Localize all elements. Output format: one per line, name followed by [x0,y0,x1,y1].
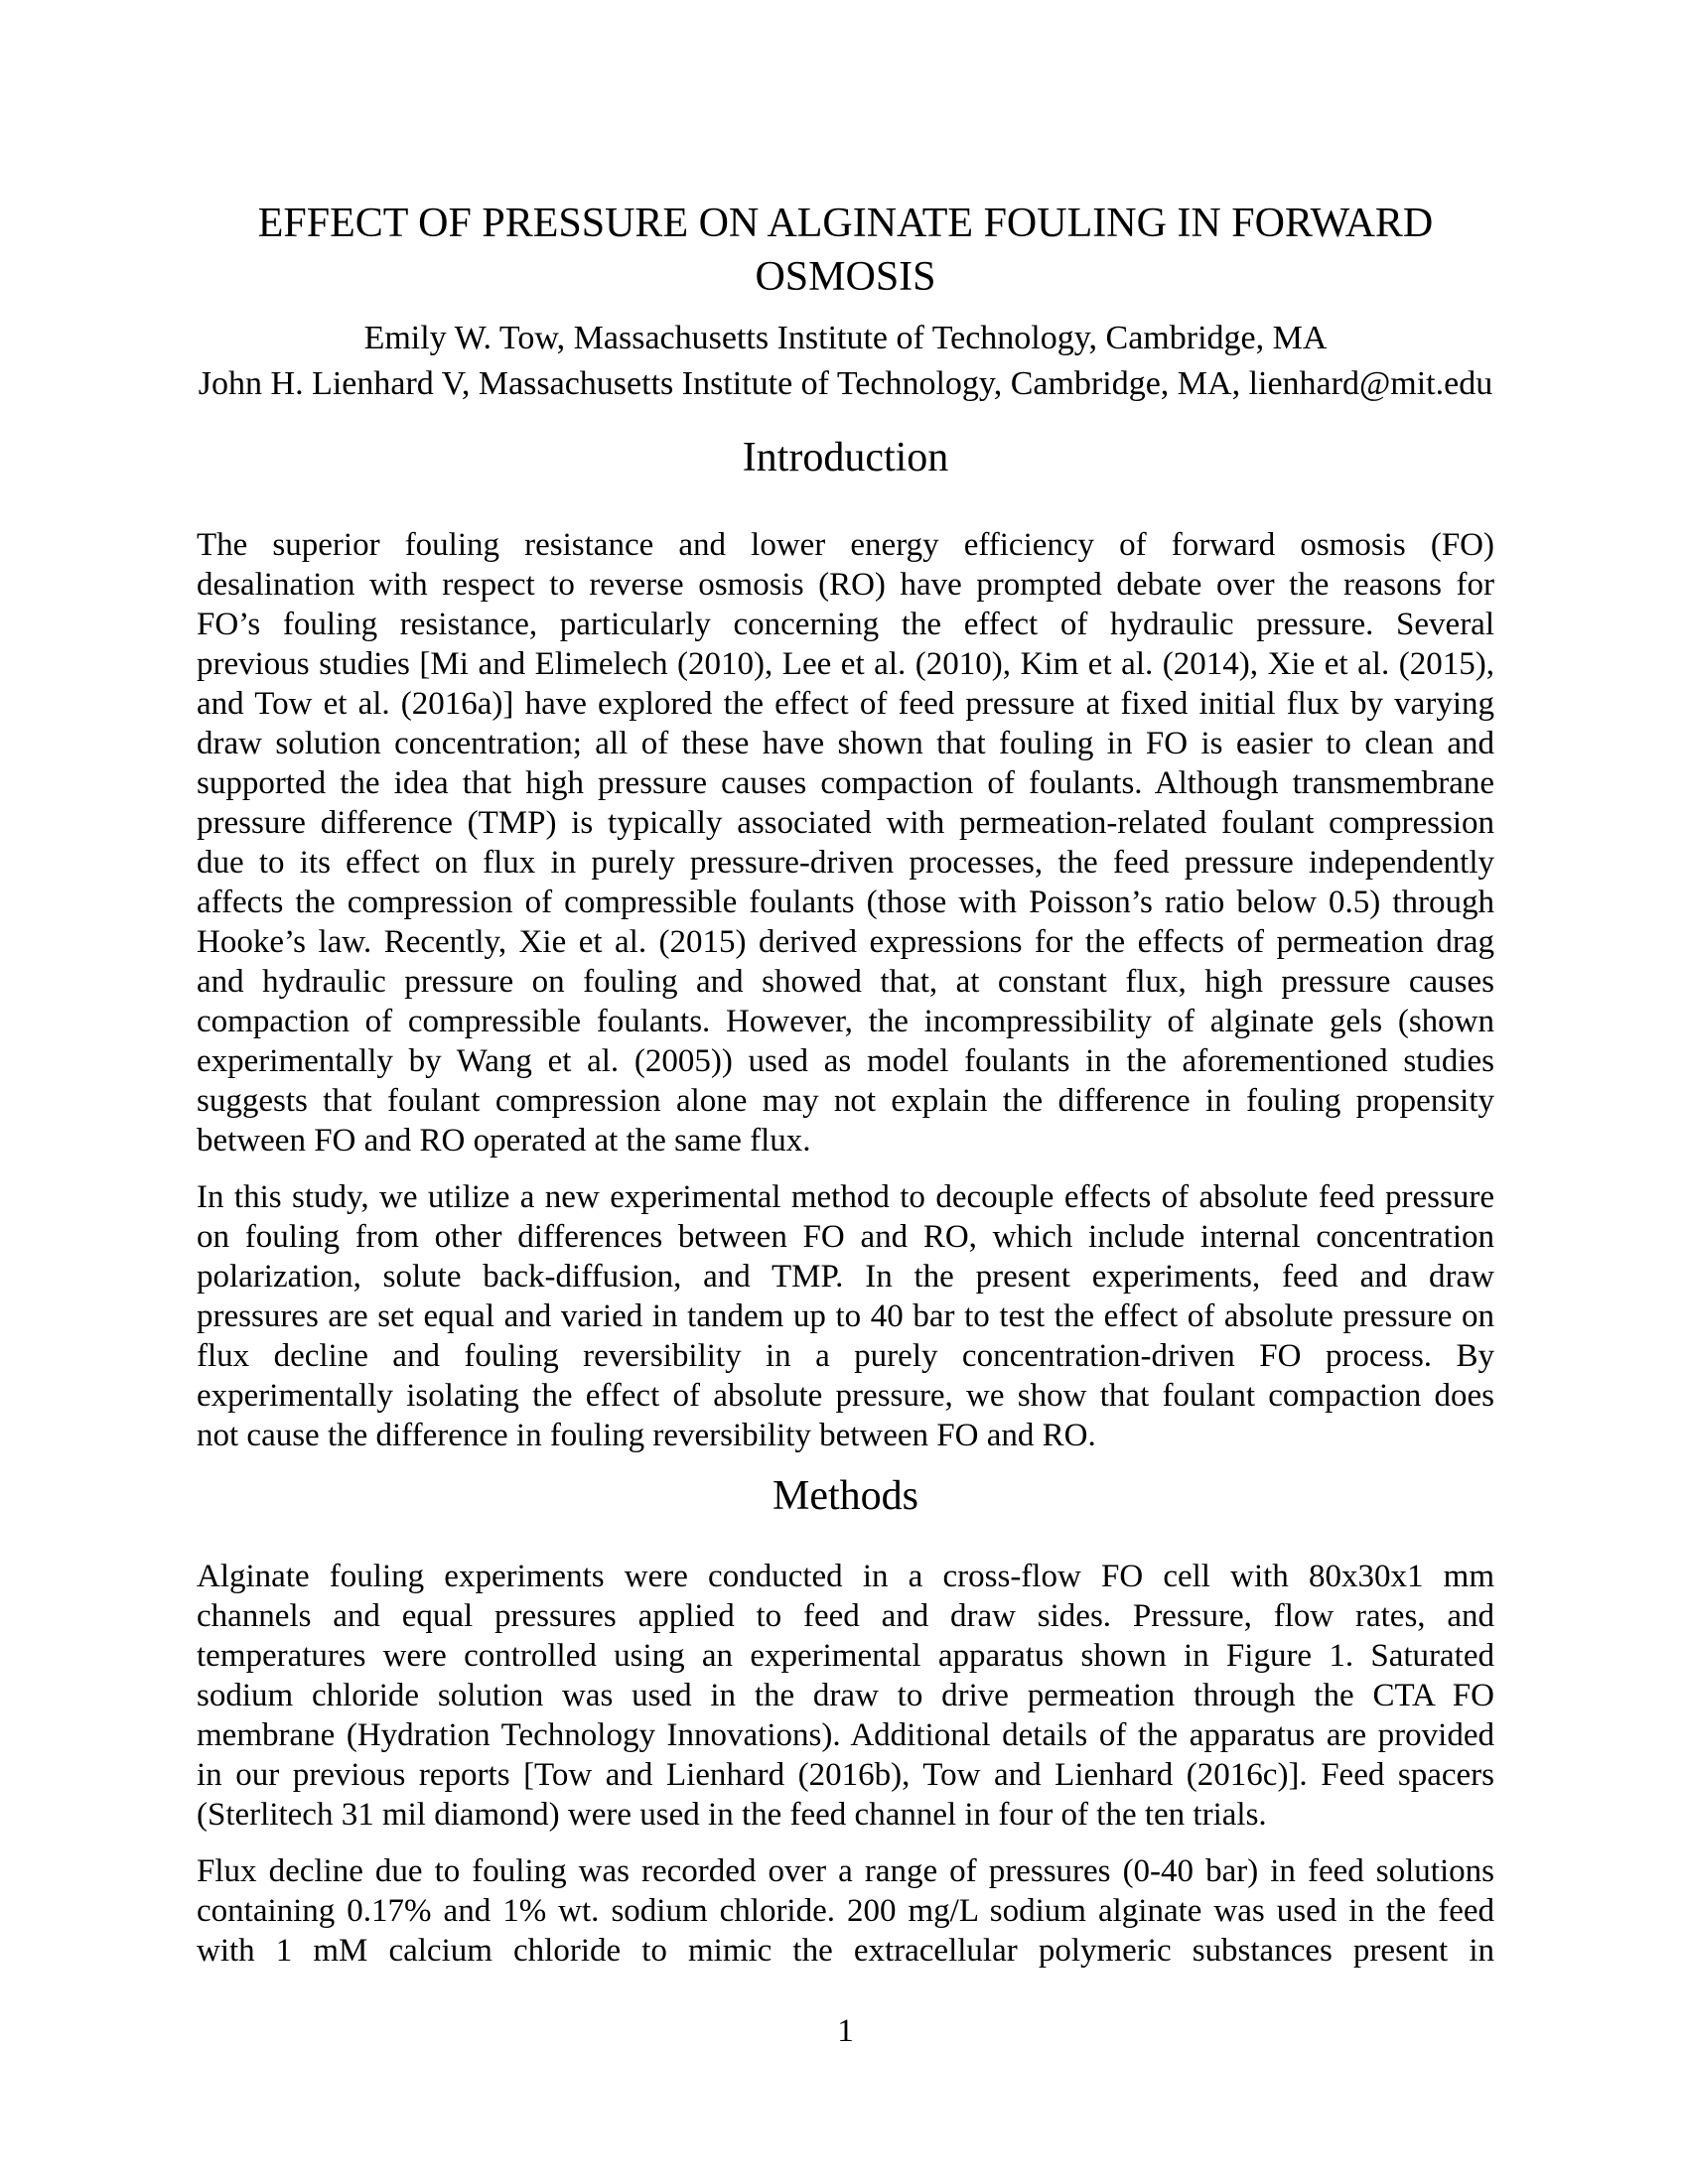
text-line: temperatures were controlled using an experimental apparatus shown in Figure 1. Saturated [197,1638,1494,1674]
text-line: membrane (Hydration Technology Innovations). Additional details of the apparatus are provided [197,1717,1494,1753]
paper-title: EFFECT OF PRESSURE ON ALGINATE FOULING IN FORWARD OSMOSIS [257,201,1434,300]
text-line: on fouling from other differences between FO and RO, which include internal concentration [197,1219,1494,1255]
text-line: flux decline and fouling reversibility in a purely concentration-driven FO process. By [197,1338,1494,1374]
paragraph-methods-2 [197,1851,1494,1971]
section-heading-introduction: Introduction [742,435,949,480]
text-line: Hooke’s law. Recently, Xie et al. (2015) derived expressions for the effects of permeation drag [197,924,1494,960]
text-line: affects the compression of compressible foulants (those with Poisson’s ratio below 0.5) through [197,885,1494,920]
text-line: in our previous reports [Tow and Lienhard (2016b), Tow and Lienhard (2016c)]. Feed spacers [197,1757,1494,1793]
author-line: Emily W. Tow, Massachusetts Institute of Technology, Cambridge, MA [363,320,1328,356]
text-line: pressure difference (TMP) is typically associated with permeation-related foulant compression [197,805,1494,841]
text-line: with 1 mM calcium chloride to mimic the extracellular polymeric substances present in [197,1933,1494,1969]
text-line: not cause the difference in fouling reversibility between FO and RO. [197,1418,1096,1453]
text-line: Flux decline due to fouling was recorded over a range of pressures (0-40 bar) in feed solutions [197,1853,1494,1889]
paragraph-introduction-1 [197,525,1494,1160]
paragraph-introduction-2 [197,1177,1494,1455]
text-line: suggests that foulant compression alone may not explain the difference in fouling propensity [197,1083,1494,1119]
text-line: experimentally by Wang et al. (2005)) used as model foulants in the aforementioned studies [197,1043,1494,1079]
text-line: desalination with respect to reverse osmosis (RO) have prompted debate over the reasons for [197,567,1494,603]
section-heading-methods: Methods [773,1473,918,1519]
text-line: FO’s fouling resistance, particularly concerning the effect of hydraulic pressure. Several [197,607,1494,642]
text-line: pressures are set equal and varied in tandem up to 40 bar to test the effect of absolute pressure on [197,1298,1494,1334]
text-line: and Tow et al. (2016a)] have explored the effect of feed pressure at fixed initial flux by varying [197,686,1494,722]
text-line: polarization, solute back-diffusion, and TMP. In the present experiments, feed and draw [197,1259,1494,1295]
text-line: The superior fouling resistance and lower energy efficiency of forward osmosis (FO) [197,527,1494,563]
paragraph-methods-1 [197,1557,1494,1835]
text-line: previous studies [Mi and Elimelech (2010), Lee et al. (2010), Kim et al. (2014), Xie et al. (2015), [197,646,1494,682]
text-line: due to its effect on flux in purely pressure-driven processes, the feed pressure independently [197,845,1494,881]
text-line: In this study, we utilize a new experimental method to decouple effects of absolute feed pressure [197,1179,1494,1215]
text-line: supported the idea that high pressure causes compaction of foulants. Although transmembrane [197,765,1494,801]
text-line: sodium chloride solution was used in the draw to drive permeation through the CTA FO [197,1678,1494,1713]
text-line: channels and equal pressures applied to feed and draw sides. Pressure, flow rates, and [197,1598,1494,1634]
text-line: compaction of compressible foulants. However, the incompressibility of alginate gels (shown [197,1004,1494,1039]
text-line: and hydraulic pressure on fouling and showed that, at constant flux, high pressure causes [197,964,1494,1000]
author-line: John H. Lienhard V, Massachusetts Institute of Technology, Cambridge, MA, lienhard@mit.edu [198,365,1493,402]
text-line: draw solution concentration; all of these have shown that fouling in FO is easier to clean and [197,726,1494,761]
text-line: between FO and RO operated at the same flux. [197,1123,811,1159]
author-block [197,316,1494,407]
text-line: experimentally isolating the effect of absolute pressure, we show that foulant compaction does [197,1378,1494,1414]
text-line: Alginate fouling experiments were conducted in a cross-flow FO cell with 80x30x1 mm [197,1559,1494,1594]
page-number: 1 [837,2013,854,2049]
text-line: containing 0.17% and 1% wt. sodium chloride. 200 mg/L sodium alginate was used in the feed [197,1893,1494,1929]
text-line: (Sterlitech 31 mil diamond) were used in the feed channel in four of the ten trials. [197,1797,1267,1833]
